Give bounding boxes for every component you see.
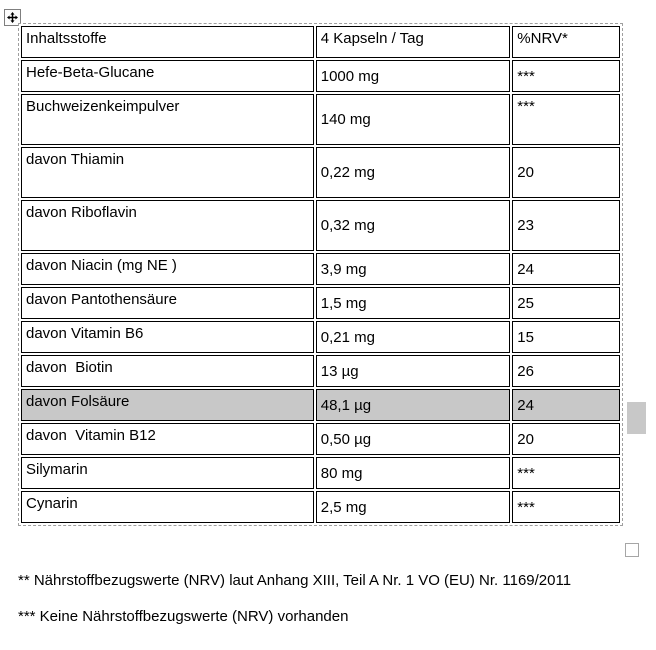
table-row	[21, 253, 620, 285]
nrv-cell[interactable]: 23	[512, 200, 620, 251]
ingredient-cell[interactable]: davon Pantothensäure	[21, 287, 314, 319]
amount-cell[interactable]: 1000 mg	[316, 60, 511, 92]
header-cell-dose[interactable]: 4 Kapseln / Tag	[316, 26, 511, 58]
nrv-cell[interactable]: ***	[512, 457, 620, 489]
row-selection-marker	[627, 402, 646, 434]
table-resize-handle[interactable]	[625, 543, 639, 557]
table-row	[21, 60, 620, 92]
amount-cell[interactable]: 3,9 mg	[316, 253, 511, 285]
table-row	[21, 321, 620, 353]
table-row	[21, 287, 620, 319]
nrv-cell[interactable]: 15	[512, 321, 620, 353]
ingredient-cell[interactable]: Silymarin	[21, 457, 314, 489]
table-row	[21, 94, 620, 145]
nrv-cell[interactable]: 24	[512, 389, 620, 421]
footnotes	[18, 571, 571, 643]
ingredient-cell[interactable]: Hefe-Beta-Glucane	[21, 60, 314, 92]
header-cell-nrv[interactable]: %NRV*	[512, 26, 620, 58]
footnote-nrv-reference[interactable]: ** Nährstoffbezugswerte (NRV) laut Anhang XIII, Teil A Nr. 1 VO (EU) Nr. 1169/2011	[18, 572, 572, 589]
amount-cell[interactable]: 0,50 µg	[316, 423, 511, 455]
ingredient-cell[interactable]: davon Vitamin B6	[21, 321, 314, 353]
table-header-row	[21, 26, 620, 58]
ingredient-cell[interactable]: davon Biotin	[21, 355, 314, 387]
nrv-cell[interactable]: 20	[512, 147, 620, 198]
amount-cell[interactable]: 140 mg	[316, 94, 511, 145]
nrv-cell[interactable]: 24	[512, 253, 620, 285]
nrv-cell[interactable]: ***	[512, 60, 620, 92]
table-row-selected	[21, 389, 620, 421]
nrv-cell[interactable]: ***	[512, 491, 620, 523]
header-cell-ingredients[interactable]: Inhaltsstoffe	[21, 26, 314, 58]
table-move-arrow-icon	[7, 12, 18, 23]
nrv-cell[interactable]: 25	[512, 287, 620, 319]
amount-cell[interactable]: 13 µg	[316, 355, 511, 387]
nutrition-table	[19, 24, 622, 525]
table-row	[21, 200, 620, 251]
ingredient-cell[interactable]: davon Niacin (mg NE )	[21, 253, 314, 285]
amount-cell[interactable]: 0,21 mg	[316, 321, 511, 353]
ingredient-cell[interactable]: Buchweizenkeimpulver	[21, 94, 314, 145]
footnote-no-nrv[interactable]: *** Keine Nährstoffbezugswerte (NRV) vorhanden	[18, 608, 349, 625]
table-row	[21, 423, 620, 455]
amount-cell[interactable]: 48,1 µg	[316, 389, 511, 421]
nrv-cell[interactable]: 20	[512, 423, 620, 455]
nrv-cell[interactable]: ***	[512, 94, 620, 145]
table-row	[21, 147, 620, 198]
table-row	[21, 491, 620, 523]
ingredient-cell[interactable]: davon Vitamin B12	[21, 423, 314, 455]
ingredient-cell[interactable]: Cynarin	[21, 491, 314, 523]
ingredient-cell[interactable]: davon Riboflavin	[21, 200, 314, 251]
amount-cell[interactable]: 1,5 mg	[316, 287, 511, 319]
amount-cell[interactable]: 0,22 mg	[316, 147, 511, 198]
ingredient-cell[interactable]: davon Thiamin	[21, 147, 314, 198]
amount-cell[interactable]: 2,5 mg	[316, 491, 511, 523]
table-row	[21, 355, 620, 387]
table-row	[21, 457, 620, 489]
nrv-cell[interactable]: 26	[512, 355, 620, 387]
nutrition-table-boundary	[18, 23, 623, 526]
ingredient-cell[interactable]: davon Folsäure	[21, 389, 314, 421]
amount-cell[interactable]: 0,32 mg	[316, 200, 511, 251]
amount-cell[interactable]: 80 mg	[316, 457, 511, 489]
